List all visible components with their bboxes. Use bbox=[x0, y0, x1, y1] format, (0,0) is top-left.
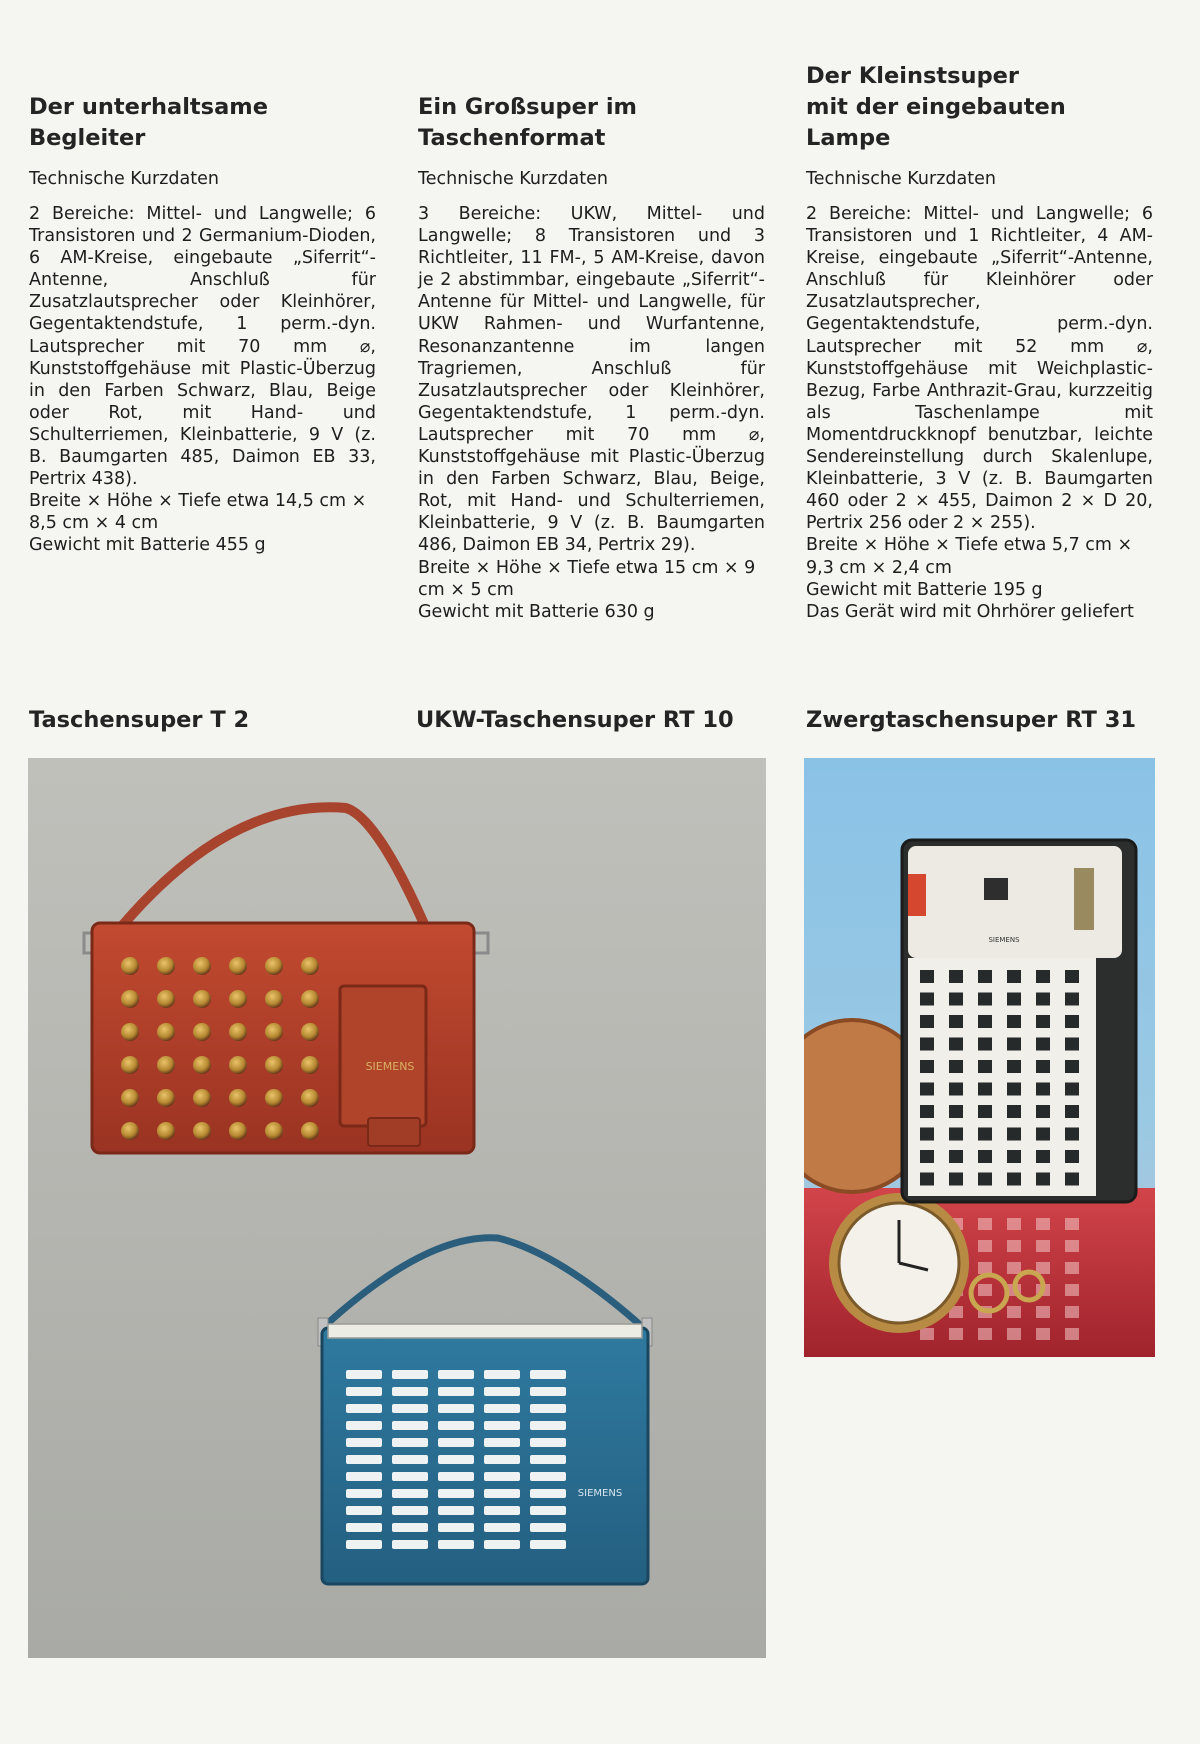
grille-slot bbox=[530, 1489, 566, 1498]
stud bbox=[157, 1122, 175, 1140]
grille-hole bbox=[1036, 1150, 1050, 1163]
stud bbox=[301, 1089, 319, 1107]
grille-hole bbox=[1065, 1083, 1079, 1096]
grille-hole bbox=[920, 1128, 934, 1141]
grille-hole bbox=[1065, 1173, 1079, 1186]
grille-slot bbox=[438, 1489, 474, 1498]
grille-slot bbox=[438, 1540, 474, 1549]
stud bbox=[121, 1056, 139, 1074]
brand-logo: SIEMENS bbox=[577, 1488, 623, 1499]
stud bbox=[193, 1023, 211, 1041]
grille-hole bbox=[1007, 1060, 1021, 1073]
grille-slot bbox=[438, 1455, 474, 1464]
reflection-hole bbox=[1036, 1240, 1050, 1252]
radios-illustration bbox=[28, 758, 766, 1658]
reflection-hole bbox=[978, 1262, 992, 1274]
grille-hole bbox=[978, 1038, 992, 1051]
grille-hole bbox=[1007, 1038, 1021, 1051]
grille-slot bbox=[346, 1489, 382, 1498]
grille-hole bbox=[949, 1060, 963, 1073]
weight-text: Gewicht mit Batterie 455 g bbox=[29, 535, 266, 556]
stud bbox=[301, 1122, 319, 1140]
grille-slot bbox=[438, 1370, 474, 1379]
grille-hole bbox=[1065, 1150, 1079, 1163]
stud bbox=[301, 990, 319, 1008]
reflection-hole bbox=[978, 1328, 992, 1340]
grille-slot bbox=[392, 1455, 428, 1464]
photo-rt31 bbox=[804, 758, 1155, 1357]
grille-slot bbox=[530, 1472, 566, 1481]
stud bbox=[229, 1089, 247, 1107]
grille-hole bbox=[1007, 1128, 1021, 1141]
radio-rt31-illustration bbox=[804, 758, 1155, 1357]
grille-hole bbox=[1065, 1060, 1079, 1073]
stud bbox=[265, 1122, 283, 1140]
stud bbox=[301, 1023, 319, 1041]
stud bbox=[265, 957, 283, 975]
grille-slot bbox=[392, 1387, 428, 1396]
grille-hole bbox=[1007, 993, 1021, 1006]
grille-hole bbox=[949, 1150, 963, 1163]
grille-slot bbox=[530, 1506, 566, 1515]
grille-slot bbox=[346, 1472, 382, 1481]
grille-hole bbox=[1065, 1128, 1079, 1141]
stud bbox=[157, 957, 175, 975]
grille-slot bbox=[346, 1455, 382, 1464]
weight-text: Gewicht mit Batterie 630 g bbox=[418, 601, 655, 622]
spec-text: 3 Bereiche: UKW, Mittel- und Langwelle; 8 Transistoren und 3 Richtleiter, 11 FM-, 5 AM-Kreise, davon je 2 abstimmbar, eingebaute „Siferrit“-Antenne für Mittel- und Langwelle, für UKW Rahmen- und Wurfantenne, Resonanzantenne im langen Tragriemen, Anschluß für Zusatzlautsprecher oder Kleinhörer, Gegentaktendstufe, 1 perm.-dyn. Lautsprecher mit 70 mm ⌀, Kunststoffgehäuse mit Plastic-Überzug in den Farben Schwarz, Blau, Beige, Rot, mit Hand- und Schulterriemen, Kleinbatterie, 9 V (z. B. Baumgarten 486, Daimon EB 34, Pertrix 29). bbox=[418, 204, 765, 556]
stud bbox=[121, 1023, 139, 1041]
grille-hole bbox=[1065, 1105, 1079, 1118]
grille-slot bbox=[392, 1523, 428, 1532]
grille-hole bbox=[920, 993, 934, 1006]
reflection-hole bbox=[978, 1240, 992, 1252]
stud bbox=[229, 990, 247, 1008]
grille-slot bbox=[484, 1489, 520, 1498]
column-title: Der Kleinstsuper mit der eingebauten Lampe bbox=[806, 63, 1066, 151]
grille-slot bbox=[530, 1455, 566, 1464]
caption-t2: Taschensuper T 2 bbox=[29, 707, 250, 733]
grille-hole bbox=[978, 1015, 992, 1028]
reflection-hole bbox=[1036, 1262, 1050, 1274]
grille-slot bbox=[438, 1523, 474, 1532]
column-title: Der unterhaltsame Begleiter bbox=[29, 94, 268, 151]
grille-hole bbox=[1065, 970, 1079, 983]
flap bbox=[340, 986, 426, 1126]
grille-hole bbox=[920, 1015, 934, 1028]
reflection-hole bbox=[1007, 1328, 1021, 1340]
grille-hole bbox=[1065, 1015, 1079, 1028]
grille-slot bbox=[392, 1540, 428, 1549]
grille-slot bbox=[392, 1506, 428, 1515]
grille-hole bbox=[949, 1105, 963, 1118]
grille-hole bbox=[1007, 970, 1021, 983]
grille-slot bbox=[530, 1404, 566, 1413]
stud bbox=[121, 1122, 139, 1140]
reflection-hole bbox=[1036, 1306, 1050, 1318]
stud bbox=[157, 1023, 175, 1041]
radio-rt31 bbox=[902, 840, 1136, 1202]
stud bbox=[301, 957, 319, 975]
reflection-hole bbox=[1036, 1328, 1050, 1340]
dimensions-text: Breite × Höhe × Tiefe etwa 15 cm × 9 cm × 5 cm bbox=[418, 557, 756, 600]
grille-slot bbox=[484, 1404, 520, 1413]
grille-hole bbox=[949, 1038, 963, 1051]
grille-slot bbox=[392, 1421, 428, 1430]
grille-slot bbox=[530, 1421, 566, 1430]
grille-hole bbox=[1036, 1038, 1050, 1051]
reflection-hole bbox=[920, 1328, 934, 1340]
spec-column-rt10 bbox=[418, 92, 765, 623]
spec-text: 2 Bereiche: Mittel- und Langwelle; 6 Transistoren und 2 Germanium-Dioden, 6 AM-Kreise, eingebaute „Siferrit“-Antenne, Anschluß für Zusatzlautsprecher oder Kleinhörer, Gegentaktendstufe, 1 perm.-dyn. Lautsprecher mit 70 mm ⌀, Kunststoffgehäuse mit Plastic-Überzug in den Farben Schwarz, Blau, Beige oder Rot, mit Hand- und Schulterriemen, Kleinbatterie, 9 V (z. B. Baumgarten 485, Daimon EB 33, Pertrix 438). bbox=[29, 204, 376, 490]
reflection-hole bbox=[949, 1328, 963, 1340]
grille-hole bbox=[1007, 1083, 1021, 1096]
grille-slot bbox=[392, 1489, 428, 1498]
grille-hole bbox=[978, 1128, 992, 1141]
grille-hole bbox=[978, 970, 992, 983]
stud bbox=[265, 1089, 283, 1107]
stud bbox=[229, 957, 247, 975]
stud bbox=[265, 1023, 283, 1041]
grille-hole bbox=[978, 1060, 992, 1073]
grille-slot bbox=[346, 1404, 382, 1413]
grille-slot bbox=[346, 1387, 382, 1396]
stud bbox=[193, 957, 211, 975]
grille-hole bbox=[1036, 1173, 1050, 1186]
grille-hole bbox=[1065, 993, 1079, 1006]
grille-slot bbox=[484, 1523, 520, 1532]
grille-slot bbox=[438, 1404, 474, 1413]
stud bbox=[229, 1056, 247, 1074]
reflection-hole bbox=[1007, 1262, 1021, 1274]
reflection-hole bbox=[1065, 1284, 1079, 1296]
brand-logo: SIEMENS bbox=[988, 936, 1020, 944]
spec-column-t2 bbox=[29, 92, 376, 557]
grille-hole bbox=[1036, 993, 1050, 1006]
reflection-hole bbox=[1065, 1306, 1079, 1318]
grille-slot bbox=[346, 1523, 382, 1532]
grille-slot bbox=[392, 1438, 428, 1447]
grille-hole bbox=[1036, 1128, 1050, 1141]
grille-hole bbox=[920, 1083, 934, 1096]
grille-slot bbox=[392, 1370, 428, 1379]
stud bbox=[229, 1023, 247, 1041]
grille-hole bbox=[1007, 1105, 1021, 1118]
grille-slot bbox=[530, 1523, 566, 1532]
grille-slot bbox=[438, 1387, 474, 1396]
reflection-hole bbox=[1065, 1240, 1079, 1252]
grille-hole bbox=[1036, 970, 1050, 983]
column-subtitle: Technische Kurzdaten bbox=[418, 169, 608, 189]
grille-slot bbox=[530, 1370, 566, 1379]
stud bbox=[157, 1056, 175, 1074]
stud bbox=[193, 990, 211, 1008]
caption-rt31: Zwergtaschensuper RT 31 bbox=[806, 707, 1137, 733]
spec-column-rt31 bbox=[806, 63, 1153, 623]
stud bbox=[265, 990, 283, 1008]
grille-hole bbox=[1007, 1150, 1021, 1163]
grille-slot bbox=[392, 1472, 428, 1481]
note-text: Das Gerät wird mit Ohrhörer geliefert bbox=[806, 601, 1134, 622]
grille-slot bbox=[484, 1387, 520, 1396]
grille-slot bbox=[438, 1506, 474, 1515]
grille-slot bbox=[346, 1540, 382, 1549]
stud bbox=[121, 957, 139, 975]
lamp-window bbox=[984, 878, 1008, 900]
grille-slot bbox=[484, 1370, 520, 1379]
grille-slot bbox=[484, 1506, 520, 1515]
tuning-dial bbox=[908, 874, 926, 916]
tuning-scale bbox=[328, 1324, 642, 1338]
brand-logo: SIEMENS bbox=[365, 1060, 415, 1073]
grille-hole bbox=[949, 970, 963, 983]
grille-slot bbox=[530, 1438, 566, 1447]
dimensions-text: Breite × Höhe × Tiefe etwa 14,5 cm × 8,5 cm × 4 cm bbox=[29, 491, 367, 534]
grille-hole bbox=[949, 1128, 963, 1141]
grille-hole bbox=[920, 970, 934, 983]
reflection-hole bbox=[1007, 1240, 1021, 1252]
grille-hole bbox=[1007, 1173, 1021, 1186]
grille-hole bbox=[920, 1038, 934, 1051]
dimensions-text: Breite × Höhe × Tiefe etwa 5,7 cm × 9,3 cm × 2,4 cm bbox=[806, 535, 1133, 578]
column-title: Ein Großsuper im Taschenformat bbox=[418, 94, 638, 151]
grille-slot bbox=[346, 1370, 382, 1379]
grille-slot bbox=[530, 1540, 566, 1549]
reflection-hole bbox=[1036, 1218, 1050, 1230]
grille-hole bbox=[1007, 1015, 1021, 1028]
grille-hole bbox=[949, 993, 963, 1006]
grille-hole bbox=[978, 993, 992, 1006]
grille-hole bbox=[920, 1105, 934, 1118]
reflection-hole bbox=[1065, 1262, 1079, 1274]
reflection-hole bbox=[1065, 1328, 1079, 1340]
column-subtitle: Technische Kurzdaten bbox=[806, 169, 996, 189]
stud bbox=[265, 1056, 283, 1074]
flap-tab bbox=[368, 1118, 420, 1146]
column-subtitle: Technische Kurzdaten bbox=[29, 169, 219, 189]
grille-slot bbox=[438, 1421, 474, 1430]
grille-slot bbox=[484, 1455, 520, 1464]
stud bbox=[157, 1089, 175, 1107]
grille-hole bbox=[920, 1173, 934, 1186]
stud bbox=[193, 1122, 211, 1140]
grille-hole bbox=[978, 1083, 992, 1096]
reflection-hole bbox=[1007, 1218, 1021, 1230]
grille-hole bbox=[1036, 1060, 1050, 1073]
grille-hole bbox=[978, 1150, 992, 1163]
grille-slot bbox=[530, 1387, 566, 1396]
grille-hole bbox=[1065, 1038, 1079, 1051]
spec-text: 2 Bereiche: Mittel- und Langwelle; 6 Transistoren und 1 Richtleiter, 4 AM-Kreise, eingebaute „Siferrit“-Antenne, Anschluß für Kleinhörer oder Zusatzlautsprecher, Gegentaktendstufe, perm.-dyn. Lautsprecher mit 52 mm ⌀, Kunststoffgehäuse mit Weichplastic-Bezug, Farbe Anthrazit-Grau, kurzzeitig als Taschenlampe mit Momentdruckknopf benutzbar, leichte Sendereinstellung durch Skalenlupe, Kleinbatterie, 3 V (z. B. Baumgarten 460 oder 2 × 455, Daimon 2 × D 20, Pertrix 256 oder 2 × 255). bbox=[806, 204, 1153, 534]
volume-wheel bbox=[1074, 868, 1094, 930]
stud bbox=[193, 1089, 211, 1107]
grille-hole bbox=[978, 1105, 992, 1118]
photo-t2-rt10 bbox=[28, 758, 766, 1658]
grille-hole bbox=[949, 1173, 963, 1186]
grille-slot bbox=[484, 1540, 520, 1549]
grille-hole bbox=[1036, 1083, 1050, 1096]
grille-hole bbox=[1036, 1105, 1050, 1118]
grille-hole bbox=[978, 1173, 992, 1186]
grille-hole bbox=[949, 1015, 963, 1028]
reflection-hole bbox=[978, 1218, 992, 1230]
stud bbox=[121, 1089, 139, 1107]
grille-hole bbox=[949, 1083, 963, 1096]
grille-slot bbox=[346, 1421, 382, 1430]
stud bbox=[121, 990, 139, 1008]
reflection-hole bbox=[1007, 1306, 1021, 1318]
grille-slot bbox=[438, 1438, 474, 1447]
grille-slot bbox=[346, 1506, 382, 1515]
stud bbox=[157, 990, 175, 1008]
grille-hole bbox=[920, 1060, 934, 1073]
stud bbox=[229, 1122, 247, 1140]
reflection-hole bbox=[978, 1284, 992, 1296]
grille-slot bbox=[392, 1404, 428, 1413]
reflection-hole bbox=[1065, 1218, 1079, 1230]
grille-slot bbox=[346, 1438, 382, 1447]
stud bbox=[193, 1056, 211, 1074]
caption-rt10: UKW-Taschensuper RT 10 bbox=[416, 707, 734, 733]
grille-hole bbox=[1036, 1015, 1050, 1028]
grille-slot bbox=[484, 1472, 520, 1481]
grille-slot bbox=[484, 1438, 520, 1447]
grille-hole bbox=[920, 1150, 934, 1163]
grille-slot bbox=[484, 1421, 520, 1430]
grille-slot bbox=[438, 1472, 474, 1481]
weight-text: Gewicht mit Batterie 195 g bbox=[806, 579, 1043, 600]
stud bbox=[301, 1056, 319, 1074]
